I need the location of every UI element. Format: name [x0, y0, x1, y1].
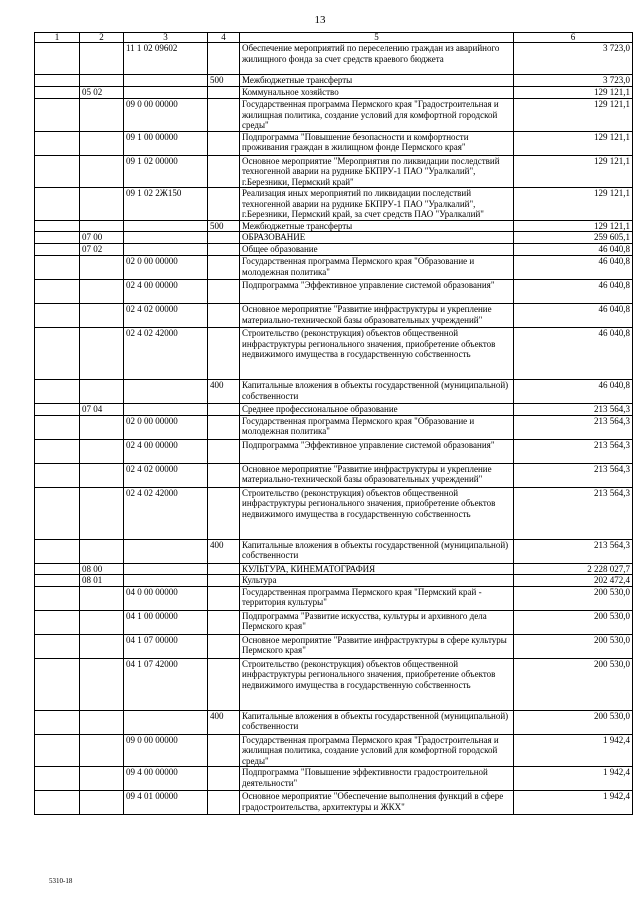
cell-c4 [208, 43, 240, 75]
cell-c3: 02 4 00 00000 [124, 439, 208, 463]
cell-c4 [208, 575, 240, 587]
cell-c2 [80, 610, 124, 634]
cell-c4 [208, 256, 240, 280]
cell-c4 [208, 99, 240, 132]
cell-c4 [208, 328, 240, 380]
cell-c6: 259 605,1 [514, 232, 633, 244]
cell-c3 [124, 87, 208, 99]
table-row [35, 87, 633, 99]
cell-c6: 3 723,0 [514, 75, 633, 87]
cell-c3: 09 0 00 00000 [124, 734, 208, 767]
cell-c5: Государственная программа Пермского края "Градостроительная и жилищная политика, создание условий для комфортной городской среды" [240, 734, 514, 767]
table-row [35, 463, 633, 487]
cell-c1 [35, 328, 80, 380]
cell-c2 [80, 75, 124, 87]
cell-c2 [80, 131, 124, 155]
cell-c1 [35, 487, 80, 539]
cell-c3: 09 4 01 00000 [124, 791, 208, 815]
cell-c4 [208, 404, 240, 416]
cell-c6: 129 121,1 [514, 99, 633, 132]
cell-c6: 129 121,1 [514, 220, 633, 232]
table-row [35, 634, 633, 658]
cell-c3: 02 4 02 00000 [124, 304, 208, 328]
cell-c2: 05 02 [80, 87, 124, 99]
cell-c2 [80, 280, 124, 304]
table-row [35, 575, 633, 587]
cell-c2 [80, 539, 124, 563]
table-row [35, 155, 633, 188]
table-row [35, 734, 633, 767]
cell-c5: Межбюджетные трансферты [240, 75, 514, 87]
cell-c5: Основное мероприятие "Развитие инфраструктуры и укрепление материально-технической базы образовательных учреждений" [240, 304, 514, 328]
cell-c3 [124, 575, 208, 587]
cell-c3 [124, 244, 208, 256]
cell-c5: Обеспечение мероприятий по переселению граждан из аварийного жилищного фонда за счет средств краевого бюджета [240, 43, 514, 75]
cell-c5: Общее образование [240, 244, 514, 256]
column-header-1: 1 [35, 33, 80, 43]
cell-c2: 08 01 [80, 575, 124, 587]
cell-c3 [124, 404, 208, 416]
cell-c3: 04 0 00 00000 [124, 586, 208, 610]
cell-c2 [80, 220, 124, 232]
cell-c2 [80, 767, 124, 791]
cell-c2 [80, 256, 124, 280]
cell-c1 [35, 280, 80, 304]
cell-c2: 07 00 [80, 232, 124, 244]
cell-c4 [208, 487, 240, 539]
cell-c6: 202 472,4 [514, 575, 633, 587]
cell-c1 [35, 87, 80, 99]
table-row [35, 439, 633, 463]
table-row [35, 539, 633, 563]
cell-c3: 02 4 00 00000 [124, 280, 208, 304]
cell-c5: Строительство (реконструкция) объектов общественной инфраструктуры регионального значения, приобретение объектов недвижимого имущества в государственную собственность [240, 328, 514, 380]
cell-c2: 08 00 [80, 563, 124, 575]
cell-c4: 400 [208, 539, 240, 563]
cell-c6: 1 942,4 [514, 767, 633, 791]
cell-c6: 213 564,3 [514, 439, 633, 463]
table-row [35, 791, 633, 815]
table-row [35, 586, 633, 610]
cell-c3 [124, 710, 208, 734]
cell-c4 [208, 304, 240, 328]
cell-c4: 400 [208, 710, 240, 734]
cell-c5: Основное мероприятие "Обеспечение выполнения функций в сфере градостроительства, архитектуры и ЖКХ" [240, 791, 514, 815]
table-row [35, 43, 633, 75]
table-row [35, 380, 633, 404]
cell-c5: Подпрограмма "Эффективное управление системой образования" [240, 280, 514, 304]
cell-c2 [80, 439, 124, 463]
cell-c4 [208, 280, 240, 304]
page-number: 13 [314, 14, 326, 26]
table-row [35, 563, 633, 575]
cell-c3: 09 0 00 00000 [124, 99, 208, 132]
cell-c1 [35, 539, 80, 563]
table-row [35, 244, 633, 256]
cell-c3: 02 4 02 42000 [124, 487, 208, 539]
cell-c6: 200 530,0 [514, 658, 633, 710]
cell-c6: 200 530,0 [514, 634, 633, 658]
cell-c6: 2 228 027,7 [514, 563, 633, 575]
cell-c6: 200 530,0 [514, 586, 633, 610]
cell-c1 [35, 767, 80, 791]
column-header-5: 5 [240, 33, 514, 43]
cell-c4 [208, 563, 240, 575]
cell-c1 [35, 710, 80, 734]
cell-c6: 129 121,1 [514, 155, 633, 188]
cell-c3: 02 4 02 00000 [124, 463, 208, 487]
cell-c3: 02 0 00 00000 [124, 256, 208, 280]
cell-c4 [208, 463, 240, 487]
cell-c4 [208, 155, 240, 188]
cell-c5: Строительство (реконструкция) объектов общественной инфраструктуры регионального значения, приобретение объектов недвижимого имущества в государственную собственность [240, 487, 514, 539]
cell-c3 [124, 232, 208, 244]
table-row [35, 256, 633, 280]
cell-c4 [208, 87, 240, 99]
table-row [35, 328, 633, 380]
cell-c4 [208, 188, 240, 221]
cell-c6: 3 723,0 [514, 43, 633, 75]
cell-c2 [80, 634, 124, 658]
cell-c5: Подпрограмма "Развитие искусства, культуры и архивного дела Пермского края" [240, 610, 514, 634]
cell-c6: 46 040,8 [514, 256, 633, 280]
cell-c2 [80, 188, 124, 221]
cell-c1 [35, 232, 80, 244]
cell-c1 [35, 791, 80, 815]
cell-c1 [35, 658, 80, 710]
cell-c6: 200 530,0 [514, 710, 633, 734]
cell-c1 [35, 610, 80, 634]
cell-c6: 213 564,3 [514, 404, 633, 416]
cell-c2 [80, 43, 124, 75]
cell-c2: 07 02 [80, 244, 124, 256]
column-header-2: 2 [80, 33, 124, 43]
cell-c4 [208, 439, 240, 463]
cell-c1 [35, 256, 80, 280]
table-row [35, 658, 633, 710]
cell-c1 [35, 220, 80, 232]
table-row [35, 415, 633, 439]
cell-c3: 09 4 00 00000 [124, 767, 208, 791]
cell-c2 [80, 99, 124, 132]
cell-c3 [124, 220, 208, 232]
cell-c4 [208, 767, 240, 791]
cell-c1 [35, 304, 80, 328]
cell-c1 [35, 155, 80, 188]
cell-c5: Капитальные вложения в объекты государственной (муниципальной) собственности [240, 380, 514, 404]
cell-c6: 213 564,3 [514, 539, 633, 563]
cell-c2 [80, 415, 124, 439]
cell-c4 [208, 586, 240, 610]
cell-c1 [35, 99, 80, 132]
cell-c5: Межбюджетные трансферты [240, 220, 514, 232]
cell-c1 [35, 563, 80, 575]
cell-c6: 129 121,1 [514, 87, 633, 99]
cell-c3: 04 1 07 42000 [124, 658, 208, 710]
cell-c1 [35, 75, 80, 87]
cell-c6: 200 530,0 [514, 610, 633, 634]
cell-c3 [124, 539, 208, 563]
cell-c3 [124, 563, 208, 575]
table-body [35, 43, 633, 815]
cell-c1 [35, 404, 80, 416]
table-row [35, 131, 633, 155]
cell-c5: Капитальные вложения в объекты государственной (муниципальной) собственности [240, 539, 514, 563]
cell-c5: Коммунальное хозяйство [240, 87, 514, 99]
cell-c1 [35, 634, 80, 658]
cell-c5: Основное мероприятие "Развитие инфраструктуры в сфере культуры Пермского края" [240, 634, 514, 658]
cell-c6: 46 040,8 [514, 328, 633, 380]
cell-c2 [80, 658, 124, 710]
cell-c3: 02 4 02 42000 [124, 328, 208, 380]
cell-c5: КУЛЬТУРА, КИНЕМАТОГРАФИЯ [240, 563, 514, 575]
cell-c6: 46 040,8 [514, 304, 633, 328]
cell-c2 [80, 791, 124, 815]
cell-c6: 1 942,4 [514, 791, 633, 815]
column-header-3: 3 [124, 33, 208, 43]
table-header-row [35, 33, 633, 43]
cell-c5: Основное мероприятие "Мероприятия по ликвидации последствий техногенной аварии на руднике БКПРУ-1 ПАО "Уралкалий", г.Березники, Пермский край" [240, 155, 514, 188]
cell-c5: Государственная программа Пермского края "Градостроительная и жилищная политика, создание условий для комфортной городской среды" [240, 99, 514, 132]
cell-c2 [80, 304, 124, 328]
cell-c4 [208, 634, 240, 658]
cell-c1 [35, 734, 80, 767]
cell-c2 [80, 463, 124, 487]
cell-c6: 46 040,8 [514, 280, 633, 304]
column-header-4: 4 [208, 33, 240, 43]
cell-c1 [35, 415, 80, 439]
table-row [35, 304, 633, 328]
cell-c3: 04 1 00 00000 [124, 610, 208, 634]
cell-c6: 46 040,8 [514, 244, 633, 256]
cell-c2 [80, 155, 124, 188]
cell-c2 [80, 586, 124, 610]
table-row [35, 610, 633, 634]
cell-c2 [80, 380, 124, 404]
cell-c6: 213 564,3 [514, 463, 633, 487]
cell-c5: Государственная программа Пермского края "Пермский край - территория культуры" [240, 586, 514, 610]
cell-c1 [35, 244, 80, 256]
table-row [35, 767, 633, 791]
cell-c5: Подпрограмма "Повышение безопасности и комфортности проживания граждан в жилищном фонде Пермского края" [240, 131, 514, 155]
cell-c4 [208, 244, 240, 256]
cell-c1 [35, 463, 80, 487]
cell-c2: 07 04 [80, 404, 124, 416]
cell-c1 [35, 43, 80, 75]
cell-c5: ОБРАЗОВАНИЕ [240, 232, 514, 244]
cell-c2 [80, 328, 124, 380]
cell-c4: 500 [208, 75, 240, 87]
cell-c2 [80, 734, 124, 767]
table-row [35, 75, 633, 87]
document-code: 5310-18 [49, 877, 73, 885]
cell-c4 [208, 232, 240, 244]
table-row [35, 710, 633, 734]
cell-c1 [35, 575, 80, 587]
cell-c3: 09 1 00 00000 [124, 131, 208, 155]
cell-c4 [208, 131, 240, 155]
table-row [35, 232, 633, 244]
cell-c5: Подпрограмма "Эффективное управление системой образования" [240, 439, 514, 463]
cell-c4 [208, 415, 240, 439]
cell-c6: 213 564,3 [514, 487, 633, 539]
cell-c6: 213 564,3 [514, 415, 633, 439]
table-row [35, 99, 633, 132]
budget-table [34, 32, 633, 815]
cell-c5: Государственная программа Пермского края "Образование и молодежная политика" [240, 415, 514, 439]
cell-c3: 09 1 02 00000 [124, 155, 208, 188]
cell-c4: 400 [208, 380, 240, 404]
cell-c5: Среднее профессиональное образование [240, 404, 514, 416]
column-header-6: 6 [514, 33, 633, 43]
cell-c6: 129 121,1 [514, 131, 633, 155]
cell-c4 [208, 658, 240, 710]
cell-c5: Капитальные вложения в объекты государственной (муниципальной) собственности [240, 710, 514, 734]
cell-c6: 46 040,8 [514, 380, 633, 404]
cell-c1 [35, 586, 80, 610]
cell-c5: Подпрограмма "Повышение эффективности градостроительной деятельности" [240, 767, 514, 791]
cell-c4: 500 [208, 220, 240, 232]
cell-c5: Строительство (реконструкция) объектов общественной инфраструктуры регионального значения, приобретение объектов недвижимого имущества в государственную собственность [240, 658, 514, 710]
cell-c6: 129 121,1 [514, 188, 633, 221]
cell-c5: Основное мероприятие "Развитие инфраструктуры и укрепление материально-технической базы образовательных учреждений" [240, 463, 514, 487]
cell-c3 [124, 75, 208, 87]
table-row [35, 220, 633, 232]
cell-c5: Государственная программа Пермского края "Образование и молодежная политика" [240, 256, 514, 280]
table-row [35, 404, 633, 416]
cell-c3: 09 1 02 2Ж150 [124, 188, 208, 221]
table-row [35, 280, 633, 304]
cell-c2 [80, 710, 124, 734]
cell-c4 [208, 610, 240, 634]
cell-c4 [208, 734, 240, 767]
table-row [35, 487, 633, 539]
cell-c2 [80, 487, 124, 539]
cell-c1 [35, 439, 80, 463]
cell-c5: Реализация иных мероприятий по ликвидации последствий техногенной аварии на руднике БКПРУ-1 ПАО "Уралкалий", г.Березники, Пермский край, за счет средств ПАО "Уралкалий" [240, 188, 514, 221]
cell-c1 [35, 188, 80, 221]
cell-c1 [35, 131, 80, 155]
cell-c3 [124, 380, 208, 404]
cell-c5: Культура [240, 575, 514, 587]
cell-c3: 04 1 07 00000 [124, 634, 208, 658]
cell-c3: 11 1 02 09602 [124, 43, 208, 75]
cell-c4 [208, 791, 240, 815]
cell-c3: 02 0 00 00000 [124, 415, 208, 439]
cell-c6: 1 942,4 [514, 734, 633, 767]
table-row [35, 188, 633, 221]
cell-c1 [35, 380, 80, 404]
